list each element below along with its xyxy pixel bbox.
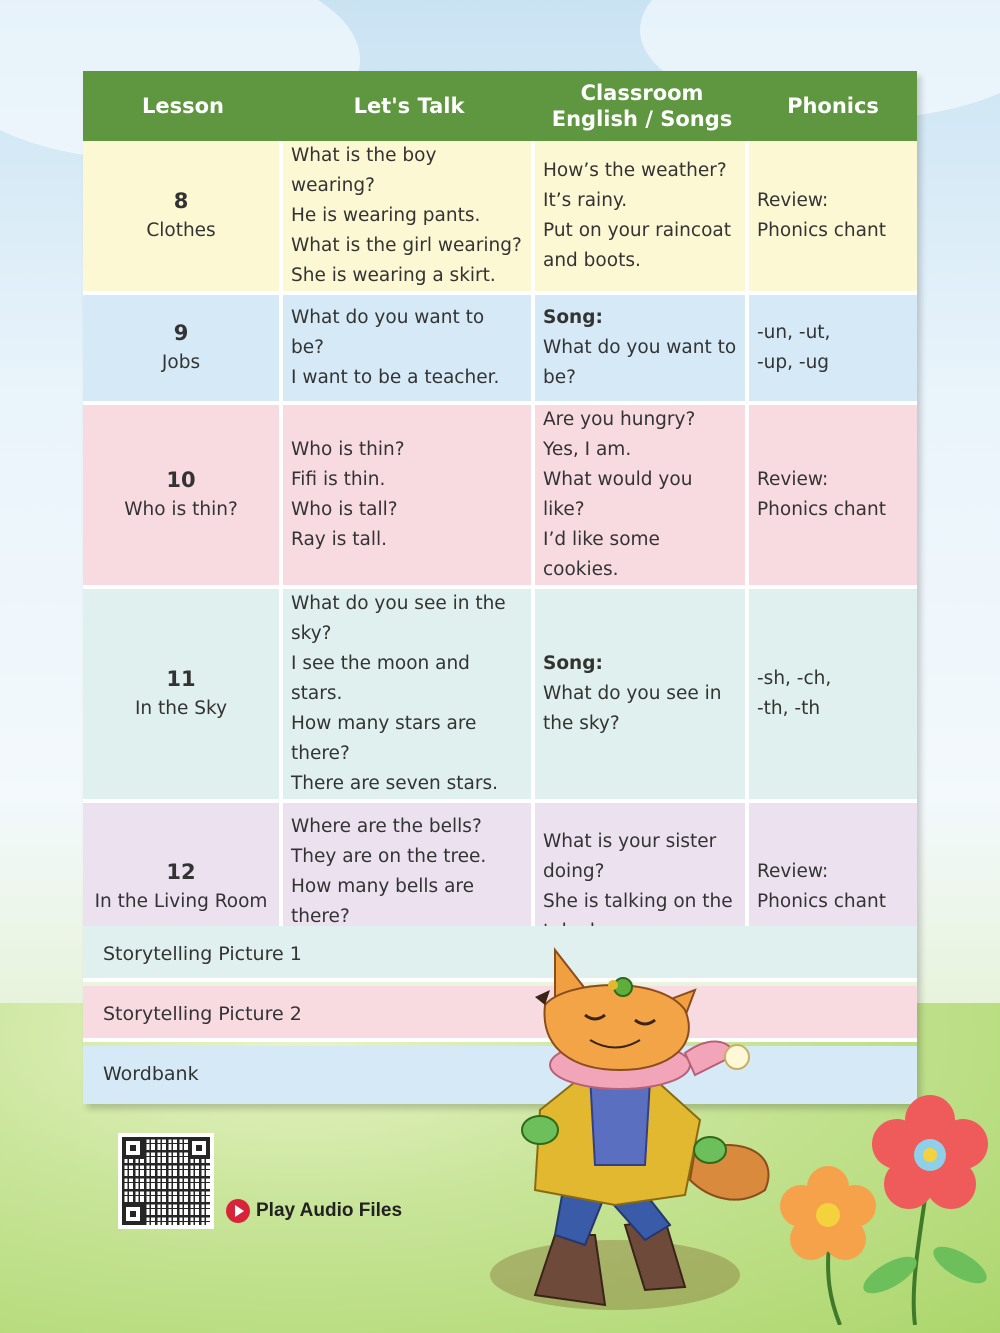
classroom-line: What do you see in	[543, 683, 722, 704]
phonics-cell	[749, 405, 917, 589]
lets-talk-line: Fifi is thin.	[291, 469, 386, 490]
lesson-title: Clothes	[146, 220, 216, 241]
lets-talk-line: Who is thin?	[291, 439, 405, 460]
header-lesson: Lesson	[83, 71, 283, 141]
qr-code[interactable]	[118, 1133, 214, 1229]
classroom-line: I’d like some cookies.	[543, 529, 660, 580]
fox-character	[495, 935, 795, 1320]
lets-talk-cell	[283, 405, 535, 589]
classroom-line: be?	[543, 367, 576, 388]
qr-finder	[188, 1137, 210, 1159]
wordbank-label: Wordbank	[103, 1063, 199, 1085]
classroom-line: She is talking on the	[543, 890, 733, 912]
lets-talk-line: How many stars are	[291, 713, 477, 734]
lets-talk-line: I see the moon and stars.	[291, 653, 470, 704]
header-classroom	[535, 71, 749, 141]
table-row	[83, 405, 917, 589]
lesson-number: 8	[173, 189, 189, 213]
storytelling-picture-2-label: Storytelling Picture 2	[103, 1003, 302, 1025]
lesson-title: In the Sky	[134, 698, 228, 719]
lesson-title: Who is thin?	[124, 499, 238, 520]
lets-talk-cell	[283, 295, 535, 405]
lesson-title: In the Living Room	[94, 890, 268, 912]
lesson-number: 10	[166, 468, 196, 492]
classroom-line: Put on your raincoat	[543, 220, 731, 241]
phonics-line: Phonics chant	[757, 890, 886, 912]
lesson-title: Jobs	[161, 352, 201, 373]
lets-talk-line: What is the boy wearing?	[291, 145, 437, 196]
lets-talk-line: I want to be a teacher.	[291, 367, 500, 388]
classroom-line: Yes, I am.	[543, 439, 632, 460]
lesson-cell	[83, 589, 283, 803]
table-row	[83, 295, 917, 405]
phonics-cell	[749, 295, 917, 405]
classroom-line: and boots.	[543, 250, 641, 271]
play-icon[interactable]	[226, 1199, 250, 1223]
phonics-line: Phonics chant	[757, 220, 886, 241]
lets-talk-line: Where are the bells?	[291, 815, 482, 837]
classroom-line: How’s the weather?	[543, 160, 727, 181]
phonics-cell	[749, 141, 917, 295]
classroom-line: the sky?	[543, 713, 620, 734]
header-lets-talk: Let's Talk	[283, 71, 535, 141]
lets-talk-cell	[283, 141, 535, 295]
phonics-line: Review:	[757, 469, 829, 490]
table-row	[83, 141, 917, 295]
lets-talk-line: How many bells are	[291, 875, 474, 897]
phonics-line: Review:	[757, 190, 829, 211]
classroom-cell	[535, 589, 749, 803]
phonics-line: -sh, -ch,	[757, 668, 832, 689]
phonics-line: Phonics chant	[757, 499, 886, 520]
header-classroom-line1: Classroom	[580, 81, 704, 105]
qr-code-pattern	[122, 1137, 210, 1225]
phonics-cell	[749, 589, 917, 803]
lets-talk-cell	[283, 589, 535, 803]
lesson-table	[83, 71, 917, 974]
lets-talk-line: sky?	[291, 623, 332, 644]
classroom-line: It’s rainy.	[543, 190, 628, 211]
lets-talk-line: there?	[291, 743, 350, 764]
lets-talk-line: What do you see in the	[291, 593, 506, 614]
classroom-line: What is your sister	[543, 830, 717, 852]
classroom-line: What would you like?	[543, 469, 693, 520]
lets-talk-line: Ray is tall.	[291, 529, 388, 550]
song-label: Song:	[543, 307, 603, 328]
header-classroom-line2: English / Songs	[551, 107, 733, 131]
storytelling-picture-1-label: Storytelling Picture 1	[103, 943, 302, 965]
lets-talk-line: There are seven stars.	[291, 773, 498, 794]
lets-talk-line: He is wearing pants.	[291, 205, 481, 226]
qr-finder	[122, 1203, 144, 1225]
classroom-cell	[535, 141, 749, 295]
classroom-cell	[535, 295, 749, 405]
phonics-line: Review:	[757, 860, 829, 882]
flowers	[770, 1085, 1000, 1325]
classroom-line: What do you want to	[543, 337, 737, 358]
qr-finder	[122, 1137, 144, 1159]
table-row	[83, 589, 917, 803]
lets-talk-line: What do you want to be?	[291, 307, 485, 358]
classroom-cell	[535, 405, 749, 589]
phonics-line: -up, -ug	[757, 352, 830, 373]
song-label: Song:	[543, 653, 603, 674]
lets-talk-line: there?	[291, 905, 350, 927]
lesson-cell	[83, 295, 283, 405]
lets-talk-line: What is the girl wearing?	[291, 235, 522, 256]
lesson-cell	[83, 405, 283, 589]
classroom-line: Are you hungry?	[543, 409, 696, 430]
table-header-row	[83, 71, 917, 141]
lets-talk-line: She is wearing a skirt.	[291, 265, 496, 286]
lets-talk-line: They are on the tree.	[291, 845, 487, 867]
classroom-line: doing?	[543, 860, 605, 882]
lesson-number: 9	[173, 321, 189, 345]
play-audio-link[interactable]: Play Audio Files	[256, 1200, 403, 1221]
lesson-number: 12	[166, 859, 196, 884]
phonics-line: -un, -ut,	[757, 322, 831, 343]
phonics-line: -th, -th	[757, 698, 821, 719]
lesson-number: 11	[166, 667, 196, 691]
lets-talk-line: Who is tall?	[291, 499, 398, 520]
header-phonics: Phonics	[749, 71, 917, 141]
lesson-cell	[83, 141, 283, 295]
